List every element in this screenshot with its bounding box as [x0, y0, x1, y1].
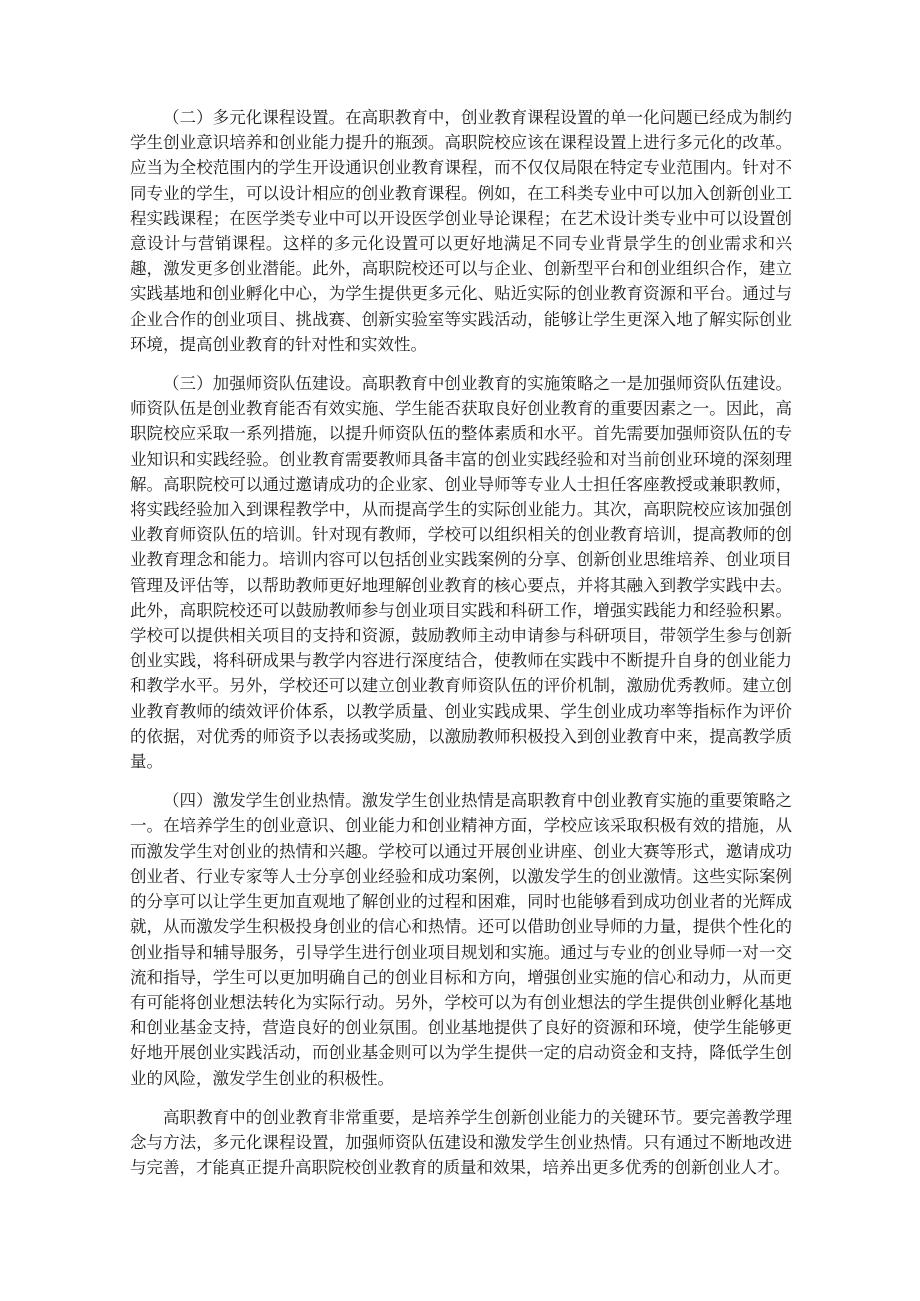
paragraph-conclusion: 高职教育中的创业教育非常重要，是培养学生创新创业能力的关键环节。要完善教学理念与方法，多元化课程设置，加强师资队伍建设和激发学生创业热情。只有通过不断地改进与完善，才能真正提升高职院校创业教育的质量和效果，培养出更多优秀的创新创业人才。: [130, 1107, 792, 1178]
paragraph-student-enthusiasm: （四）激发学生创业热情。激发学生创业热情是高职教育中创业教育实施的重要策略之一。在培养学生的创业意识、创业能力和创业精神方面，学校应该采取积极有效的措施，从而激发学生对创业的热情和兴趣。学校可以通过开展创业讲座、创业大赛等形式，邀请成功创业者、行业专家等人士分享创业经验和成功案例，以激发学生的创业激情。这些实际案例的分享可以让学生更加直观地了解创业的过程和困难，同时也能够看到成功创业者的光辉成就，从而激发学生积极投身创业的信心和热情。还可以借助创业导师的力量，提供个性化的创业指导和辅导服务，引导学生进行创业项目规划和实施。通过与专业的创业导师一对一交流和指导，学生可以更加明确自己的创业目标和方向，增强创业实施的信心和动力，从而更有可能将创业想法转化为实际行动。另外，学校可以为有创业想法的学生提供创业孵化基地和创业基金支持，营造良好的创业氛围。创业基地提供了良好的资源和环境，使学生能够更好地开展创业实践活动，而创业基金则可以为学生提供一定的启动资金和支持，降低学生创业的风险，激发学生创业的积极性。: [130, 791, 792, 1088]
paragraph-diversified-curriculum: （二）多元化课程设置。在高职教育中，创业教育课程设置的单一化问题已经成为制约学生创业意识培养和创业能力提升的瓶颈。高职院校应该在课程设置上进行多元化的改革。应当为全校范围内的学生开设通识创业教育课程，而不仅仅局限在特定专业范围内。针对不同专业的学生，可以设计相应的创业教育课程。例如，在工科类专业中可以加入创新创业工程实践课程；在医学类专业中可以开设医学创业导论课程；在艺术设计类专业中可以设置创意设计与营销课程。这样的多元化设置可以更好地满足不同专业背景学生的创业需求和兴趣，激发更多创业潜能。此外，高职院校还可以与企业、创新型平台和创业组织合作，建立实践基地和创业孵化中心，为学生提供更多元化、贴近实际的创业教育资源和平台。通过与企业合作的创业项目、挑战赛、创新实验室等实践活动，能够让学生更深入地了解实际创业环境，提高创业教育的针对性和实效性。: [130, 108, 792, 354]
paragraph-faculty-development: （三）加强师资队伍建设。高职教育中创业教育的实施策略之一是加强师资队伍建设。师资队伍是创业教育能否有效实施、学生能否获取良好创业教育的重要因素之一。因此，高职院校应采取一系列措施，以提升师资队伍的整体素质和水平。首先需要加强师资队伍的专业知识和实践经验。创业教育需要教师具备丰富的创业实践经验和对当前创业环境的深刻理解。高职院校可以通过邀请成功的企业家、创业导师等专业人士担任客座教授或兼职教师，将实践经验加入到课程教学中，从而提高学生的实际创业能力。其次，高职院校应该加强创业教育师资队伍的培训。针对现有教师，学校可以组织相关的创业教育培训，提高教师的创业教育理念和能力。培训内容可以包括创业实践案例的分享、创新创业思维培养、创业项目管理及评估等，以帮助教师更好地理解创业教育的核心要点，并将其融入到教学实践中去。此外，高职院校还可以鼓励教师参与创业项目实践和科研工作，增强实践能力和经验积累。学校可以提供相关项目的支持和资源，鼓励教师主动申请参与科研项目，带领学生参与创新创业实践，将科研成果与教学内容进行深度结合，使教师在实践中不断提升自身的创业能力和教学水平。另外，学校还可以建立创业教育师资队伍的评价机制，激励优秀教师。建立创业教育教师的绩效评价体系，以教学质量、创业实践成果、学生创业成功率等指标作为评价的依据，对优秀的师资予以表扬或奖励，以激励教师积极投入到创业教育中来，提高教学质量。: [130, 374, 792, 772]
document-body: [130, 105, 792, 1180]
